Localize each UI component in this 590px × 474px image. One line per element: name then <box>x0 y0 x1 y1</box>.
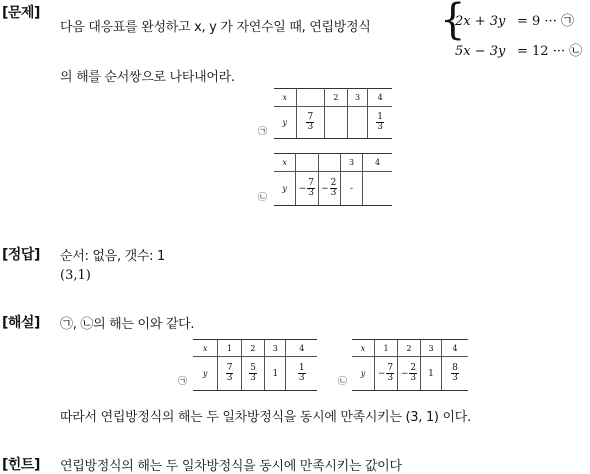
explanation-conclusion: 따라서 연립방정식의 해는 두 일차방정식을 동시에 만족시키는 (3, 1) 이다. <box>60 410 471 425</box>
equation-2 <box>455 40 582 59</box>
problem-line2: 의 해를 순서쌍으로 나타내어라. <box>60 70 235 85</box>
explanation-table1 <box>193 339 317 391</box>
equation-2-lhs: 5x − 3y <box>455 44 506 59</box>
answer-line1: 순서: 없음, 갯수: 1 <box>60 249 166 264</box>
table-header-x: x <box>274 89 296 107</box>
table-cell: - <box>340 172 362 206</box>
table-cell <box>296 89 325 107</box>
table-cell: $\frac{7}{3}$ <box>296 107 325 139</box>
explanation-intro: ㉠, ㉡의 해는 이와 같다. <box>60 317 195 332</box>
table-cell: 3 <box>347 89 368 107</box>
table-cell: − $\frac{2}{3}$ <box>398 357 421 391</box>
problem-header: [문제] <box>2 5 40 21</box>
table-cell: 4 <box>442 340 469 357</box>
table-cell: 1 <box>265 357 286 391</box>
table-cell <box>318 154 340 172</box>
table-header-x: x <box>274 154 296 172</box>
explanation-table2-label: ㉡ <box>338 377 348 387</box>
table-cell: 3 <box>340 154 362 172</box>
table-cell: 2 <box>325 89 348 107</box>
table-cell: − $\frac{7}{3}$ <box>375 357 398 391</box>
table-header-y: y <box>274 172 296 206</box>
answer-header: [정답] <box>2 247 40 263</box>
table-cell: 4 <box>363 154 392 172</box>
table-header-y: y <box>274 107 296 139</box>
table-cell: 3 <box>265 340 286 357</box>
problem-line1-text: 다음 대응표를 완성하고 x, y 가 자연수일 때, 연립방정식 <box>60 20 371 35</box>
table-cell: 1 <box>218 340 241 357</box>
explanation-header: [해설] <box>2 315 40 331</box>
table-cell: − $\frac{7}{3}$ <box>296 172 318 206</box>
system-brace: { <box>440 0 466 45</box>
equation-2-rhs: = 12 ··· ㉡ <box>517 44 583 59</box>
hint-text: 연립방정식의 해는 두 일차방정식을 동시에 만족시키는 값이다 <box>60 459 402 474</box>
equation-1-rhs: = 9 ··· ㉠ <box>517 14 574 29</box>
hint-header: [힌트] <box>2 457 40 473</box>
table-cell: − $\frac{2}{3}$ <box>318 172 340 206</box>
table-cell: $\frac{5}{3}$ <box>241 357 264 391</box>
table-header-y: y <box>193 357 218 391</box>
answer-line2: (3,1) <box>60 268 91 283</box>
problem-table2-label: ㉡ <box>258 193 268 203</box>
table-cell: 4 <box>286 340 317 357</box>
problem-table1 <box>274 88 392 139</box>
explanation-table1-label: ㉠ <box>178 377 188 387</box>
table-cell: 3 <box>421 340 442 357</box>
table-cell: 1 <box>421 357 442 391</box>
table-cell: $\frac{1}{3}$ <box>286 357 317 391</box>
problem-table2 <box>274 153 392 206</box>
table-cell: $\frac{8}{3}$ <box>442 357 469 391</box>
table-cell <box>347 107 368 139</box>
explanation-table2 <box>352 339 468 391</box>
table-cell: $\frac{7}{3}$ <box>218 357 241 391</box>
table-header-x: x <box>352 340 375 357</box>
table-cell: 1 <box>375 340 398 357</box>
table-cell <box>325 107 348 139</box>
table-cell: 2 <box>398 340 421 357</box>
problem-table1-label: ㉠ <box>258 127 268 137</box>
table-cell <box>363 172 392 206</box>
table-cell <box>296 154 318 172</box>
table-header-y: y <box>352 357 375 391</box>
problem-line1 <box>60 16 371 35</box>
table-cell: 4 <box>368 89 392 107</box>
table-cell: 2 <box>241 340 264 357</box>
equation-1 <box>455 10 574 29</box>
equation-1-lhs: 2x + 3y <box>455 14 506 29</box>
table-header-x: x <box>193 340 218 357</box>
table-cell: $\frac{1}{3}$ <box>368 107 392 139</box>
